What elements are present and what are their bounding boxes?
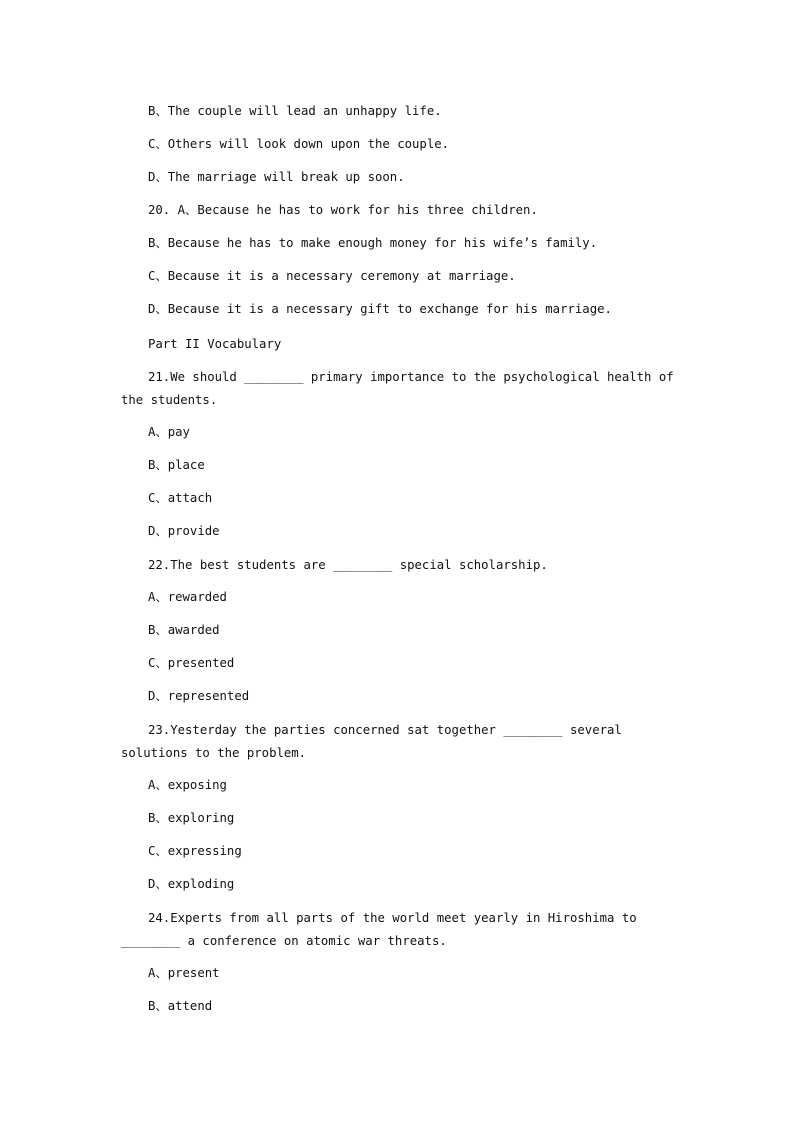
q24-stem: 24.Experts from all parts of the world meet yearly in Hiroshima to [148,911,637,925]
q19-option-c: C、Others will look down upon the couple. [148,137,450,151]
section-heading: Part II Vocabulary [148,337,282,351]
q23-stem: 23.Yesterday the parties concerned sat together ________ several [148,723,622,737]
q20-option-a: 20. A、Because he has to work for his three children. [148,203,538,217]
q19-option-d: D、The marriage will break up soon. [148,170,405,184]
q21-option-b: B、place [148,458,205,472]
q21-option-a: A、pay [148,425,190,439]
q24-stem-continued: ________ a conference on atomic war threats. [121,934,447,948]
q21-option-c: C、attach [148,491,213,505]
q22-stem: 22.The best students are ________ special scholarship. [148,558,548,572]
q20-option-b: B、Because he has to make enough money for his wife’s family. [148,236,598,250]
q22-option-c: C、presented [148,656,235,670]
q23-option-a: A、exposing [148,778,227,792]
q22-option-a: A、rewarded [148,590,227,604]
q24-option-a: A、present [148,966,220,980]
q22-option-d: D、represented [148,689,250,703]
q21-option-d: D、provide [148,524,220,538]
q21-stem-continued: the students. [121,393,218,407]
q20-option-d: D、Because it is a necessary gift to exchange for his marriage. [148,302,612,316]
q23-option-c: C、expressing [148,844,242,858]
q23-option-b: B、exploring [148,811,235,825]
q23-stem-continued: solutions to the problem. [121,746,307,760]
q20-option-c: C、Because it is a necessary ceremony at marriage. [148,269,516,283]
q23-option-d: D、exploding [148,877,235,891]
q24-option-b: B、attend [148,999,213,1013]
q19-option-b: B、The couple will lead an unhappy life. [148,104,442,118]
q22-option-b: B、awarded [148,623,220,637]
q21-stem: 21.We should ________ primary importance to the psychological health of [148,370,674,384]
